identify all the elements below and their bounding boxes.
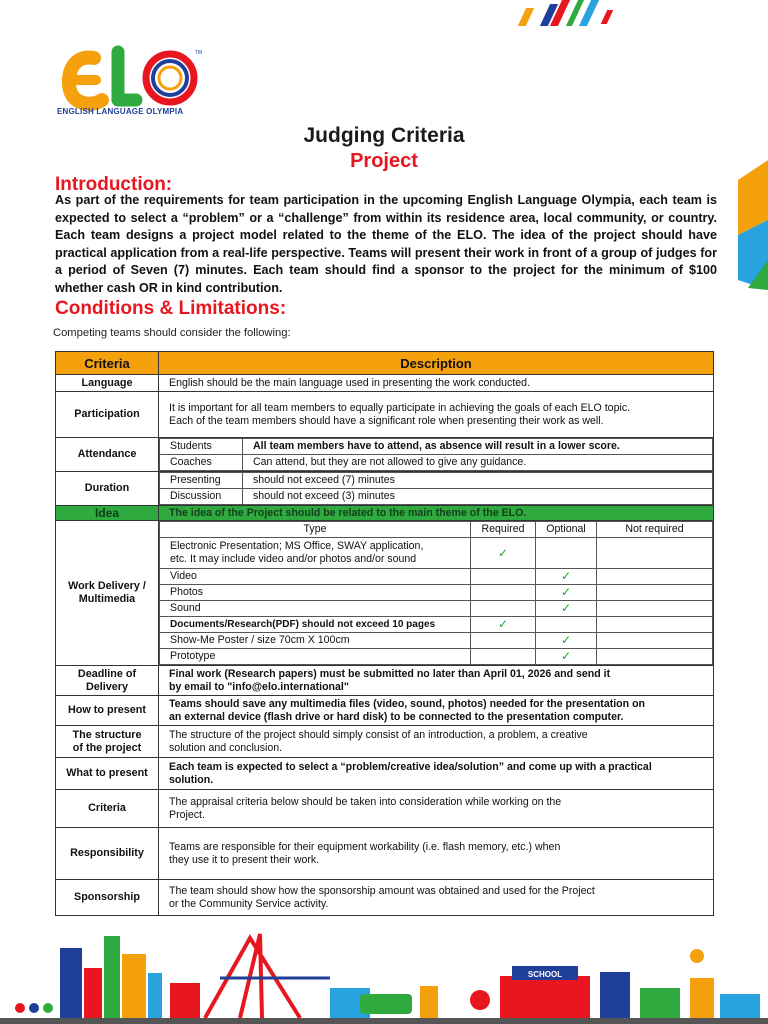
type-cell: Video — [160, 569, 471, 585]
row-label: Idea — [56, 506, 159, 521]
text-line: Each team is expected to select a “problem/creative idea/solution” and come up with a practical — [169, 760, 652, 773]
check-icon: ✓ — [536, 569, 597, 585]
row-text — [159, 880, 714, 916]
side-band — [738, 160, 768, 290]
label-line: Work Delivery / — [68, 580, 146, 592]
sub-value: All team members have to attend, as absence will result in a lower score. — [243, 439, 713, 455]
description-col-header: Description — [159, 352, 714, 375]
duration-subtable — [159, 472, 713, 505]
text-line: etc. It may include video and/or photos and/or sound — [170, 553, 417, 565]
page-subtitle: Project — [350, 150, 418, 172]
row-label: Responsibility — [56, 828, 159, 880]
table-row — [56, 726, 714, 758]
table-row — [56, 696, 714, 726]
type-cell — [160, 538, 471, 569]
sub-value: should not exceed (3) minutes — [243, 489, 713, 505]
type-header: Type — [160, 522, 471, 538]
row-text — [159, 666, 714, 696]
criteria-col-header: Criteria — [56, 352, 159, 375]
sub-value: Can attend, but they are not allowed to give any guidance. — [243, 455, 713, 471]
label-line: of the project — [72, 741, 142, 754]
label-line: Multimedia — [78, 593, 136, 605]
not-required-header: Not required — [597, 522, 713, 538]
intro-text: As part of the requirements for team participation in the upcoming English Language Olympia, each team is expected to select a “problem” or a “challenge” from within its residence area, local community, or country. Each team designs a project model related to the theme of the ELO. The idea of the project should have practical application from a real-life perspective. Teams will present their work in front of a group of judges for a period of Seven (7) minutes. Each team should find a sponsor to the project for the minimum of $100 whether cash OR in kind contribution. — [55, 193, 717, 295]
row-text — [159, 696, 714, 726]
table-row — [56, 666, 714, 696]
check-icon: ✓ — [536, 649, 597, 665]
row-label — [56, 521, 159, 666]
logo-subtitle: ENGLISH LANGUAGE OLYMPIA — [57, 107, 184, 116]
table-row — [56, 472, 714, 506]
row-label: How to present — [56, 696, 159, 726]
check-icon: ✓ — [471, 538, 536, 569]
duration-cell — [159, 472, 714, 506]
sub-key: Discussion — [160, 489, 243, 505]
type-cell: Photos — [160, 585, 471, 601]
type-cell: Sound — [160, 601, 471, 617]
text-line: Each of the team members should have a significant role when presenting their work as well. — [169, 414, 604, 427]
text-line: by email to "info@elo.international" — [169, 680, 349, 693]
table-row — [56, 828, 714, 880]
text-line: they use it to present their work. — [169, 853, 320, 866]
type-cell: Prototype — [160, 649, 471, 665]
text-line: It is important for all team members to equally participate in achieving the goals of each ELO topic. — [169, 401, 631, 414]
intro-heading: Introduction: — [55, 174, 173, 195]
work-cell — [159, 521, 714, 666]
check-icon: ✓ — [471, 617, 536, 633]
text-line: Final work (Research papers) must be submitted no later than April 01, 2026 and send it — [169, 667, 611, 680]
row-label: What to present — [56, 758, 159, 790]
page-title: Judging Criteria — [303, 124, 465, 147]
label-line: The structure — [72, 728, 142, 741]
table-header — [56, 352, 714, 375]
row-label: Attendance — [56, 438, 159, 472]
text-line: solution and conclusion. — [169, 741, 283, 754]
check-icon: ✓ — [536, 633, 597, 649]
row-label: Sponsorship — [56, 880, 159, 916]
row-text — [159, 758, 714, 790]
row-text — [159, 828, 714, 880]
table-row — [56, 392, 714, 438]
city-skyline-illustration — [0, 928, 768, 1024]
text-line: The appraisal criteria below should be taken into consideration while working on the — [169, 795, 562, 808]
row-text: English should be the main language used in presenting the work conducted. — [159, 375, 714, 392]
table-row — [56, 758, 714, 790]
svg-text:TM: TM — [195, 50, 203, 56]
work-subtable — [159, 521, 713, 665]
type-cell: Documents/Research(PDF) should not exceed 10 pages — [160, 617, 471, 633]
row-label: Language — [56, 375, 159, 392]
text-line: Project. — [169, 808, 205, 821]
school-sign: SCHOOL — [527, 970, 563, 979]
row-text — [159, 392, 714, 438]
text-line: Teams are responsible for their equipment workability (i.e. flash memory, etc.) when — [169, 840, 561, 853]
table-row — [56, 880, 714, 916]
table-row — [56, 790, 714, 828]
type-cell: Show-Me Poster / size 70cm X 100cm — [160, 633, 471, 649]
text-line: an external device (flash drive or hard disk) to be connected to the presentation computer. — [169, 710, 624, 723]
text-line: Teams should save any multimedia files (video, sound, photos) needed for the presentation on — [169, 697, 646, 710]
optional-header: Optional — [536, 522, 597, 538]
row-text — [159, 790, 714, 828]
conditions-heading: Conditions & Limitations: — [55, 298, 287, 319]
text-line: Electronic Presentation; MS Office, SWAY application, — [170, 540, 424, 552]
attendance-subtable — [159, 438, 713, 471]
table-row — [56, 521, 714, 666]
conditions-lead: Competing teams should consider the following: — [53, 327, 291, 339]
text-line: or the Community Service activity. — [169, 897, 329, 910]
check-icon: ✓ — [536, 601, 597, 617]
criteria-table — [55, 351, 714, 916]
sub-key: Students — [160, 439, 243, 455]
row-label: Participation — [56, 392, 159, 438]
sub-key: Presenting — [160, 473, 243, 489]
text-line: The structure of the project should simply consist of an introduction, a problem, a creative — [169, 728, 588, 741]
label-line: Delivery — [85, 680, 129, 693]
row-label: Duration — [56, 472, 159, 506]
row-text — [159, 726, 714, 758]
label-line: Deadline of — [77, 667, 137, 680]
table-row — [56, 438, 714, 472]
row-label — [56, 726, 159, 758]
attendance-cell — [159, 438, 714, 472]
table-row — [56, 506, 714, 521]
row-label: Criteria — [56, 790, 159, 828]
text-line: The team should show how the sponsorship amount was obtained and used for the Project — [169, 884, 595, 897]
text-line: solution. — [169, 773, 214, 786]
check-icon: ✓ — [536, 585, 597, 601]
table-row — [56, 375, 714, 392]
row-label — [56, 666, 159, 696]
sub-key: Coaches — [160, 455, 243, 471]
row-text: The idea of the Project should be related to the main theme of the ELO. — [159, 506, 714, 521]
sub-value: should not exceed (7) minutes — [243, 473, 713, 489]
required-header: Required — [471, 522, 536, 538]
